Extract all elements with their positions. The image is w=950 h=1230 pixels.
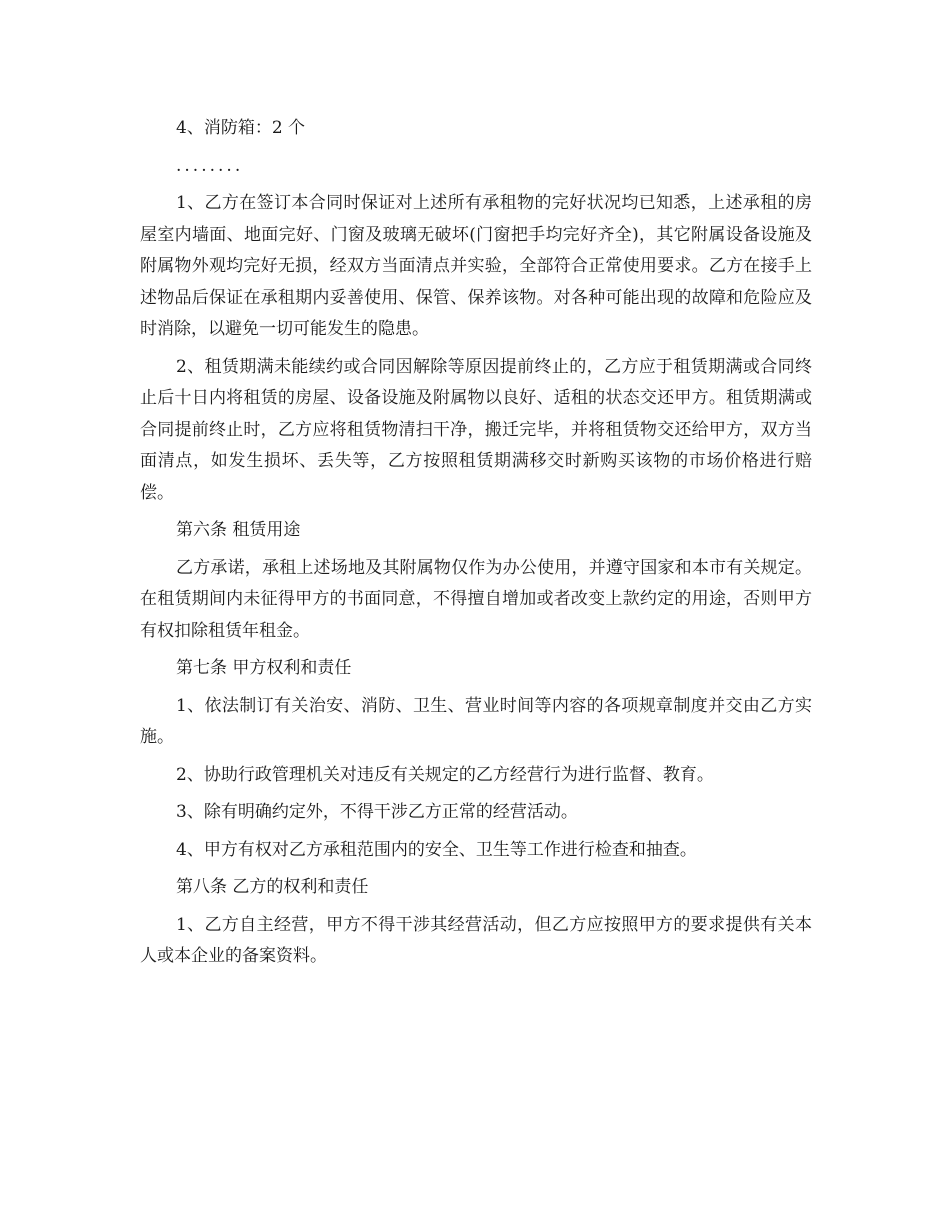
paragraph-lease-purpose: 乙方承诺，承租上述场地及其附属物仅作为办公使用，并遵守国家和本市有关规定。在租赁期间内未征得甲方的书面同意，不得擅自增加或者改变上款约定的用途，否则甲方有权扣除租赁年租金。 xyxy=(140,557,812,641)
section-heading-article-6: 第六条 租赁用途 xyxy=(176,520,301,540)
paragraph-party-a-item-1: 1、依法制订有关治安、消防、卫生、营业时间等内容的各项规章制度并交由乙方实施。 xyxy=(140,695,812,747)
paragraph-party-a-item-2: 2、协助行政管理机关对违反有关规定的乙方经营行为进行监督、教育。 xyxy=(176,764,714,785)
paragraph-party-b-item-1: 1、乙方自主经营，甲方不得干涉其经营活动，但乙方应按照甲方的要求提供有关本人或本企业的备案资料。 xyxy=(140,914,812,966)
paragraph-party-a-item-3: 3、除有明确约定外，不得干涉乙方正常的经营活动。 xyxy=(176,802,578,822)
paragraph-clause-2: 2、租赁期满未能续约或合同因解除等原因提前终止的，乙方应于租赁期满或合同终止后十日内将租赁的房屋、设备设施及附属物以良好、适租的状态交还甲方。租赁期满或合同提前终止时，乙方应将租赁物清扫干净，搬迁完毕，并将租赁物交还给甲方，双方当面清点，如发生损坏、丢失等，乙方按照租赁期满移交时新购买该物的市场价格进行赔偿。 xyxy=(140,356,812,503)
paragraph-party-a-item-4: 4、甲方有权对乙方承租范围内的安全、卫生等工作进行检查和抽查。 xyxy=(176,839,697,860)
document-body xyxy=(140,113,812,979)
paragraph-item-fire-box: 4、消防箱：2 个 xyxy=(176,118,306,138)
section-heading-article-7: 第七条 甲方权利和责任 xyxy=(176,658,352,678)
paragraph-ellipsis: ........ xyxy=(176,155,244,176)
paragraph-clause-1: 1、乙方在签订本合同时保证对上述所有承租物的完好状况均已知悉，上述承租的房屋室内墙面、地面完好、门窗及玻璃无破坏(门窗把手均完好齐全)，其它附属设备设施及附属物外观均完好无损，经双方当面清点并实验，全部符合正常使用要求。乙方在接手上述物品后保证在承租期内妥善使用、保管、保养该物。对各种可能出现的故障和危险应及时消除，以避免一切可能发生的隐患。 xyxy=(140,193,812,339)
section-heading-article-8: 第八条 乙方的权利和责任 xyxy=(176,877,369,897)
